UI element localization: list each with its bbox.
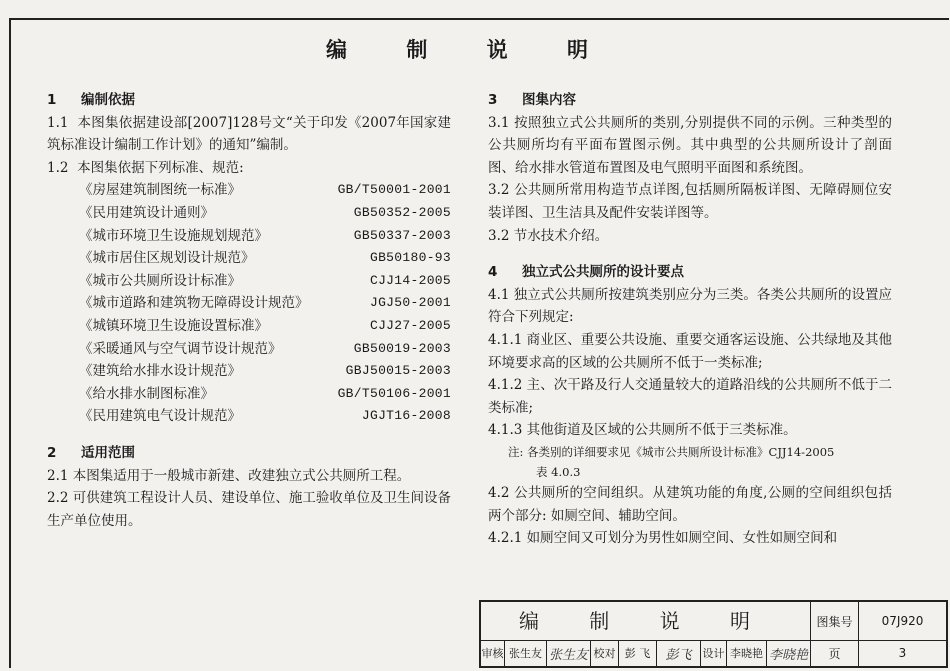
paragraph-3-2: 3.2 公共厕所常用构造节点详图,包括厕所隔板详图、无障碍厕位安装详图、卫生洁具及配件安装详图等。: [488, 182, 892, 221]
checker-signature: 彭飞: [657, 640, 701, 666]
paragraph-4-2-1: 4.2.1 如厕空间又可划分为男性如厕空间、女性如厕空间和: [488, 530, 838, 547]
section-heading-2: 2 适用范围: [47, 444, 135, 461]
note: 注: 各类别的详细要求见《城市公共厕所设计标准》CJJ14-2005: [508, 444, 835, 459]
standard-item: 《城市环境卫生设施规划规范》 GB50337-2003: [79, 227, 451, 244]
designer-signature: 李晓艳: [767, 640, 811, 666]
section-heading-3: 3 图集内容: [488, 92, 576, 108]
paragraph-1-1: 1.1 本图集依据建设部[2007]128号文“关于印发《2007年国家建筑标准设计编制工作计划》的通知”编制。: [47, 114, 451, 154]
standards-list: [47, 179, 451, 428]
paragraph-3-3: 3.2 节水技术介绍。: [488, 227, 609, 244]
standard-item: 《建筑给水排水设计规范》 GBJ50015-2003: [79, 363, 451, 380]
page-title: 编 制 说 明: [326, 38, 614, 62]
page-number: 3: [898, 646, 907, 660]
note-table-ref: 表 4.0.3: [536, 464, 581, 479]
atlas-label: 图集号: [811, 602, 859, 640]
standard-item: 《房屋建筑制图统一标准》 GB/T50001-2001: [79, 182, 451, 199]
paragraph-4-2: 4.2 公共厕所的空间组织。从建筑功能的角度,公厕的空间组织包括两个部分: 如厕空间、辅助空间。: [488, 484, 892, 524]
title-block-title: 编 制 说 明: [481, 602, 811, 640]
paragraph-4-1: 4.1 独立式公共厕所按建筑类别应分为三类。各类公共厕所的设置应符合下列规定:: [488, 286, 892, 326]
checker-name: 彭 飞: [619, 640, 657, 666]
standard-item: 《给水排水制图标准》 GB/T50106-2001: [79, 385, 451, 402]
standard-item: 《城市公共厕所设计标准》 CJJ14-2005: [79, 272, 451, 289]
designer-name: 李晓艳: [727, 640, 767, 666]
standard-item: 《城镇环境卫生设施设置标准》 CJJ27-2005: [79, 317, 451, 334]
section-heading-4: 4 独立式公共厕所的设计要点: [488, 264, 684, 281]
design-label: 设计: [701, 640, 727, 666]
review-label: 审核: [481, 640, 505, 666]
check-label: 校对: [591, 640, 619, 666]
atlas-number: 07J920: [881, 614, 924, 628]
reviewer-signature: 张生友: [547, 640, 591, 666]
standard-item: 《城市居住区规划设计规范》 GB50180-93: [79, 250, 451, 267]
paragraph-4-1-1: 4.1.1 商业区、重要公共设施、重要交通客运设施、公共绿地及其他环境要求高的区域的公共厕所不低于一类标准;: [488, 331, 892, 371]
right-column: [488, 89, 892, 550]
paragraph-2-2: 2.2 可供建筑工程设计人员、建设单位、施工验收单位及卫生间设备生产单位使用。: [47, 490, 451, 529]
paragraph-3-1: 3.1 按照独立式公共厕所的类别,分别提供不同的示例。三种类型的公共厕所均有平面布置图示例。其中典型的公共厕所设计了剖面图、给水排水管道布置图及电气照明平面图和系统图。: [488, 114, 892, 176]
paragraph-4-1-2: 4.1.2 主、次干路及行人交通量较大的道路沿线的公共厕所不低于二类标准;: [488, 377, 892, 416]
paragraph-1-2: 1.2 本图集依据下列标准、规范:: [47, 159, 244, 176]
standard-item: 《城市道路和建筑物无障碍设计规范》 JGJ50-2001: [79, 295, 451, 312]
standard-item: 《民用建筑设计通则》 GB50352-2005: [79, 204, 451, 221]
standard-item: 《民用建筑电气设计规范》 JGJT16-2008: [79, 408, 451, 425]
paragraph-4-1-3: 4.1.3 其他街道及区域的公共厕所不低于三类标准。: [488, 422, 797, 439]
section-heading-1: 1 编制依据: [47, 92, 135, 108]
paragraph-2-1: 2.1 本图集适用于一般城市新建、改建独立式公共厕所工程。: [47, 467, 411, 484]
standard-item: 《采暖通风与空气调节设计规范》 GB50019-2003: [79, 340, 451, 357]
left-column: [47, 89, 451, 532]
reviewer-name: 张生友: [505, 640, 547, 666]
title-block: [479, 600, 948, 668]
page-label: 页: [811, 640, 859, 666]
